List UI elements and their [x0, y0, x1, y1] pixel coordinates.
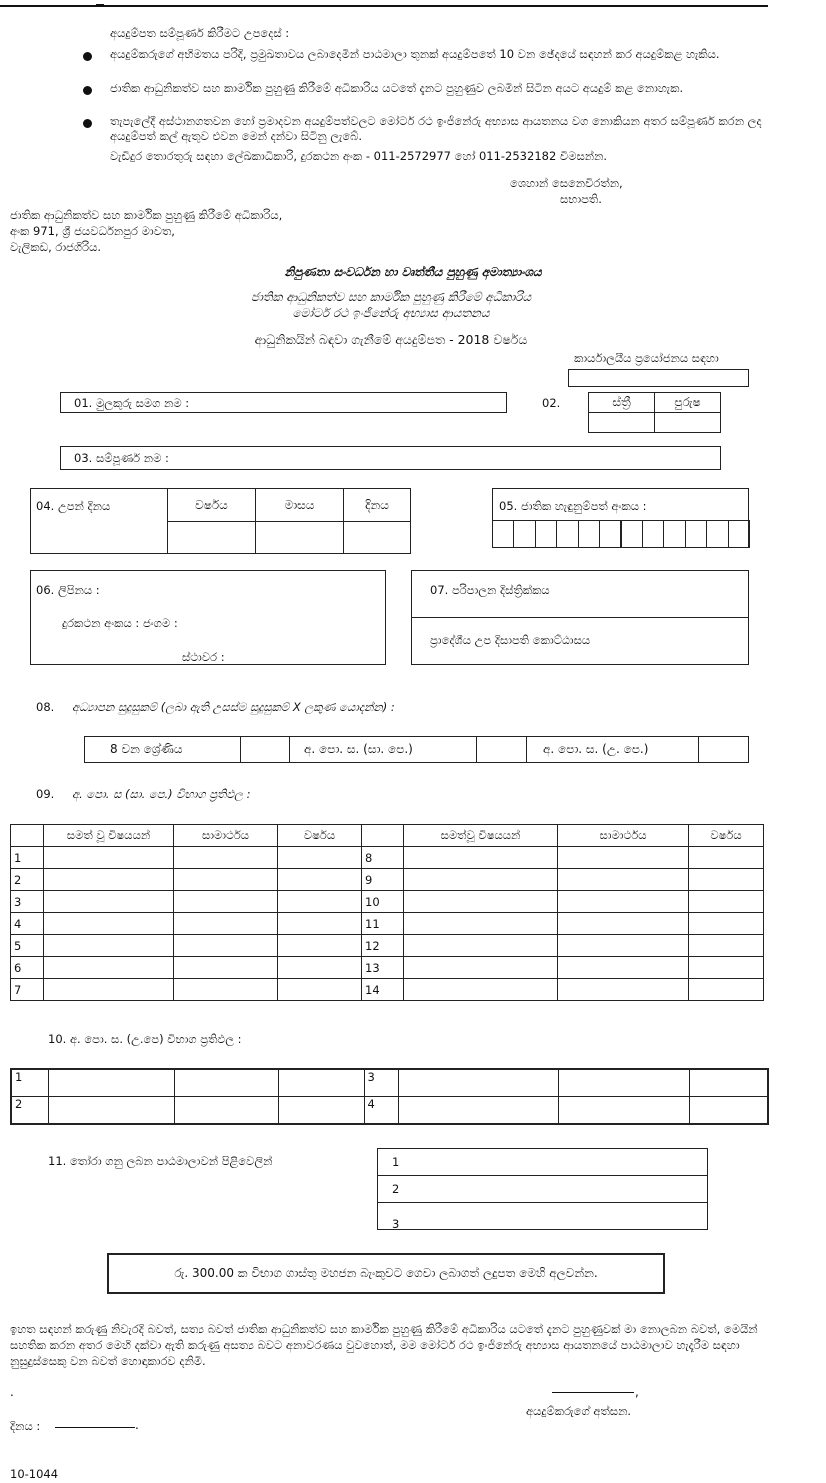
- row-number: 5: [11, 935, 44, 957]
- al-results-table: [10, 1068, 769, 1125]
- row-number: 1: [11, 847, 44, 869]
- year-input[interactable]: [689, 1097, 768, 1125]
- dob-day-input[interactable]: [343, 521, 411, 554]
- table-row: [11, 957, 764, 979]
- address-line-2: අංක 971, ශ්‍රී ජයවර්ධනපුර මාවත,: [10, 224, 175, 238]
- course-choice-number: 1: [392, 1155, 400, 1169]
- year-input[interactable]: [689, 913, 764, 935]
- ol-results-header: [11, 825, 764, 847]
- ol-results-label: අ. පො. ස (සා. පෙ.) විභාග ප්‍රතිඵල :: [72, 787, 251, 801]
- female-label: ස්ත්‍රී: [588, 392, 655, 413]
- applicant-signature-label: අයදුම්කරුගේ අත්සන.: [526, 1404, 632, 1418]
- top-rule: [0, 5, 768, 7]
- gender-label: 02.: [542, 396, 561, 410]
- date-label: දිනය :: [10, 1419, 41, 1433]
- nic-digit-cell[interactable]: [492, 520, 514, 548]
- course-choice-number: 3: [392, 1217, 400, 1230]
- bullet-icon: [83, 86, 92, 95]
- subject-input[interactable]: [44, 891, 174, 913]
- grade-input[interactable]: [558, 1069, 689, 1097]
- year-input[interactable]: [278, 1069, 364, 1097]
- subject-input[interactable]: [44, 869, 174, 891]
- year-input[interactable]: [689, 891, 764, 913]
- grade-input[interactable]: [174, 869, 278, 891]
- subject-input[interactable]: [404, 957, 558, 979]
- nic-digit-cell[interactable]: [599, 520, 621, 548]
- year-input[interactable]: [278, 935, 362, 957]
- year-input[interactable]: [689, 935, 764, 957]
- courses-label: 11. තෝරා ගනු ලබන පාඨමාලාවන් පිළිවෙලින්: [48, 1154, 273, 1168]
- qualifications-label: අධ්‍යාපන සුදුසුකම් (ලබා ඇති උසස්ම සුදුසුකම් X ලකුණ යොදන්න) :: [72, 700, 395, 714]
- table-row: [11, 847, 764, 869]
- row-number: 6: [11, 957, 44, 979]
- row-number: 9: [362, 869, 404, 891]
- row-number: 3: [11, 891, 44, 913]
- row-number: 2: [11, 869, 44, 891]
- table-row: [11, 1097, 768, 1125]
- date-line[interactable]: [55, 1427, 135, 1428]
- date-end-dot: .: [135, 1418, 139, 1432]
- address-label: 06. ලිපිනය :: [36, 583, 100, 597]
- course-choice-2[interactable]: [377, 1175, 708, 1203]
- signature-line[interactable]: [552, 1392, 634, 1393]
- ol-results-table: [10, 824, 764, 1001]
- row-number: 4: [364, 1097, 398, 1125]
- row-number: 14: [362, 979, 404, 1001]
- bullet-icon: [83, 119, 92, 128]
- row-number: 3: [364, 1069, 398, 1097]
- signature-comma: ,: [635, 1385, 639, 1399]
- ol-col-grade: සාමාර්ථය: [174, 825, 278, 847]
- table-row: [11, 935, 764, 957]
- subject-input[interactable]: [44, 913, 174, 935]
- grade-input[interactable]: [174, 1069, 278, 1097]
- table-row: [11, 891, 764, 913]
- ol-label: අ. පො. ස. (සා. පෙ.): [289, 736, 477, 763]
- grade-input[interactable]: [174, 913, 278, 935]
- al-label: අ. පො. ස. (උ. පෙ.): [526, 736, 699, 763]
- subject-input[interactable]: [404, 935, 558, 957]
- instruction-3: තැපැලේදී අස්ථානගතවන හෝ ප්‍රමාදවන අයදුම්පත්වලට මෝටර් රථ ඉංජිනේරු අභ්‍යාස ආයතනය වග නොකියන අතර සම්පූර්ණ කරන ලද අයදුම්පත් කල් ඇතුව එවන මෙන් දන්වා සිටිනු ලැබේ.: [110, 114, 762, 143]
- grade-input[interactable]: [558, 979, 689, 1001]
- grade-input[interactable]: [558, 891, 689, 913]
- grade-input[interactable]: [174, 957, 278, 979]
- subject-input[interactable]: [398, 1097, 558, 1125]
- subject-input[interactable]: [44, 957, 174, 979]
- dob-month-input[interactable]: [255, 521, 344, 554]
- dob-month-label: මාසය: [255, 488, 344, 522]
- phone-mobile-label: දුරකථන අංකය : ජංගම :: [62, 616, 178, 630]
- office-use-label: කාර්යාලයීය ප්‍රයෝජනය සඳහා: [574, 351, 719, 365]
- table-row: [11, 913, 764, 935]
- nic-label: 05. ජාතික හැඳුනුම්පත් අංකය :: [499, 499, 647, 513]
- signer-title: සභාපති.: [560, 192, 602, 206]
- nic-digit-cell[interactable]: [728, 520, 750, 548]
- grade-input[interactable]: [558, 1097, 689, 1125]
- signer-name: ශෙහාන් සෙනෙවිරත්න,: [510, 176, 623, 190]
- row-number: 1: [11, 1069, 48, 1097]
- female-checkbox[interactable]: [588, 412, 655, 433]
- ol-col-subjects: සමත් වූ විෂයයන්: [44, 825, 174, 847]
- top-rule-mark: [96, 0, 104, 5]
- qualifications-number: 08.: [36, 700, 55, 714]
- divsec-label: ප්‍රාදේශීය උප දිසාපති කොට්ඨාසය: [430, 633, 591, 647]
- dob-year-input[interactable]: [167, 521, 256, 554]
- year-input[interactable]: [689, 957, 764, 979]
- subject-input[interactable]: [404, 979, 558, 1001]
- table-row: [11, 979, 764, 1001]
- course-choice-number: 2: [392, 1182, 400, 1196]
- year-input[interactable]: [278, 979, 362, 1001]
- subject-input[interactable]: [44, 935, 174, 957]
- grade-input[interactable]: [558, 847, 689, 869]
- dob-year-label: වර්ෂය: [167, 488, 256, 522]
- row-number: 7: [11, 979, 44, 1001]
- district-label: 07. පරිපාලන දිස්ත්‍රික්කය: [430, 583, 550, 597]
- nic-digit-cell[interactable]: [685, 520, 707, 548]
- year-input[interactable]: [278, 957, 362, 979]
- grade-input[interactable]: [174, 1097, 278, 1125]
- table-row: [11, 1069, 768, 1097]
- ol-results-number: 09.: [36, 787, 55, 801]
- subject-input[interactable]: [404, 913, 558, 935]
- grade-input[interactable]: [558, 957, 689, 979]
- male-label: පුරුෂ: [654, 392, 721, 413]
- office-use-box[interactable]: [568, 369, 749, 387]
- nic-digit-cell[interactable]: [513, 520, 535, 548]
- instruction-2: ජාතික ආධුනිකත්ව සහ කාර්මික පුහුණු කිරීමේ අධිකාරිය යටතේ දැනට පුහුණුව ලබමින් සිටින අයට අයදුම් කළ නොහැක.: [110, 81, 684, 95]
- al-checkbox[interactable]: [698, 736, 749, 763]
- ol-checkbox[interactable]: [476, 736, 527, 763]
- row-number: 4: [11, 913, 44, 935]
- nic-digit-cell[interactable]: [706, 520, 728, 548]
- nic-digit-cell[interactable]: [535, 520, 557, 548]
- grade-input[interactable]: [558, 869, 689, 891]
- ol-col-subjects-2: සමත්වූ විෂයයන්: [404, 825, 558, 847]
- institute-title: මෝටර් රථ ඉංජිනේරු අභ්‍යාස ආයතනය: [292, 306, 490, 320]
- row-number: 11: [362, 913, 404, 935]
- subject-input[interactable]: [404, 869, 558, 891]
- ministry-title: නිපුණතා සංවර්ධන හා වෘත්තීය පුහුණු අමාත්‍යාංශය: [284, 265, 542, 279]
- row-number: 10: [362, 891, 404, 913]
- stray-dot: .: [10, 1385, 14, 1399]
- grade-input[interactable]: [174, 847, 278, 869]
- grade-input[interactable]: [558, 913, 689, 935]
- year-input[interactable]: [278, 1097, 364, 1125]
- district-divider: [411, 617, 749, 618]
- page-code: 10-1044: [10, 1467, 59, 1481]
- dob-label: 04. උපන් දිනය: [36, 499, 111, 513]
- nic-digit-cell[interactable]: [556, 520, 578, 548]
- instructions-heading: අයදුම්පත සම්පූර්ණ කිරීමට උපදෙස් :: [110, 26, 290, 40]
- year-input[interactable]: [278, 891, 362, 913]
- year-input[interactable]: [689, 979, 764, 1001]
- address-line-3: වැලිකඩ, රාජගිරිය.: [10, 240, 102, 254]
- grade-input[interactable]: [174, 935, 278, 957]
- phone-landline-label: ස්ථාවර :: [182, 650, 225, 664]
- subject-input[interactable]: [398, 1069, 558, 1097]
- grade-input[interactable]: [174, 891, 278, 913]
- ol-col-grade-2: සාමාර්ථය: [558, 825, 689, 847]
- subject-input[interactable]: [48, 1069, 174, 1097]
- year-input[interactable]: [689, 869, 764, 891]
- subject-input[interactable]: [44, 847, 174, 869]
- row-number: 2: [11, 1097, 48, 1125]
- year-input[interactable]: [278, 847, 362, 869]
- course-choice-3[interactable]: [377, 1202, 708, 1230]
- nic-digit-cell[interactable]: [642, 520, 664, 548]
- full-name-label: 03. සම්පූර්ණ නම :: [74, 451, 169, 465]
- nic-digit-cell[interactable]: [621, 520, 643, 548]
- declaration-text: ඉහත සඳහන් කරුණු නිවැරදි බවත්, සත්‍ය බවත් ජාතික ආධුනිකත්ව සහ කාර්මික පුහුණු කිරීමේ අධිකාරිය යටතේ දැනට පුහුණුවක් මා නොලබන බවත්, මෙයින් සහතික කරන අතර මෙහි දක්වා ඇති කරුණු අසත්‍ය බවට අනාවරණය වුවහොත්, මම මෝටර් රථ ඉංජිනේරු අභ්‍යාස ආයතනයේ පාඨමාලාව හැදෑරීම සඳහා නුසුදුස්සෙකු වන බවත් හොඳාකාරව දනිමි.: [10, 1322, 758, 1368]
- authority-title: ජාතික ආධුනිකත්ව සහ කාර්මික පුහුණු කිරීමේ අධිකාරිය: [250, 290, 532, 304]
- year-input[interactable]: [689, 1069, 768, 1097]
- ol-col-year: වර්ෂය: [278, 825, 362, 847]
- table-row: [11, 869, 764, 891]
- year-input[interactable]: [278, 869, 362, 891]
- al-results-label: 10. අ. පො. ස. (උ.පෙ) විභාග ප්‍රතිඵල :: [48, 1032, 242, 1046]
- year-input[interactable]: [689, 847, 764, 869]
- form-title: ආධුනිකයින් බඳවා ගැනීමේ අයදුම්පත - 2018 වර්ෂය: [254, 332, 528, 347]
- subject-input[interactable]: [404, 891, 558, 913]
- row-number: 8: [362, 847, 404, 869]
- row-number: 13: [362, 957, 404, 979]
- bullet-icon: [83, 52, 92, 61]
- subject-input[interactable]: [44, 979, 174, 1001]
- grade-input[interactable]: [558, 935, 689, 957]
- fee-receipt-text: රු. 300.00 ක විභාග ගාස්තු මහජන බැංකුවට ගෙවා ලබාගත් ලදුපත මෙහි අලවන්න.: [174, 1266, 598, 1280]
- grade-input[interactable]: [174, 979, 278, 1001]
- male-checkbox[interactable]: [654, 412, 721, 433]
- grade8-label: 8 වන ශ්‍රේණිය: [84, 736, 241, 763]
- grade8-checkbox[interactable]: [240, 736, 290, 763]
- year-input[interactable]: [278, 913, 362, 935]
- nic-digit-cell[interactable]: [578, 520, 600, 548]
- instruction-1: අයදුම්කරුගේ අභිමතය පරිදි, ප්‍රමුඛතාවය ලබාදෙමින් පාඨමාලා තුනක් අයදුම්පතේ 10 වන ඡේදයේ සඳහන් කර අයදුම්කළ හැකිය.: [110, 47, 720, 61]
- address-line-1: ජාතික ආධුනිකත්ව සහ කාර්මික පුහුණු කිරීමේ අධිකාරිය,: [10, 208, 283, 222]
- contact-info: වැඩිදුර තොරතුරු සඳහා ලේඛකාධිකාරි, දුරකථන අංක - 011-2572977 හෝ 011-2532182 විමසන්න.: [110, 149, 608, 163]
- ol-col-year-2: වර්ෂය: [689, 825, 764, 847]
- nic-digit-cell[interactable]: [663, 520, 685, 548]
- subject-input[interactable]: [48, 1097, 174, 1125]
- subject-input[interactable]: [404, 847, 558, 869]
- dob-day-label: දිනය: [343, 488, 411, 522]
- row-number: 12: [362, 935, 404, 957]
- course-choice-1[interactable]: [377, 1148, 708, 1176]
- initials-name-label: 01. මුලකුරු සමග නම :: [74, 396, 190, 410]
